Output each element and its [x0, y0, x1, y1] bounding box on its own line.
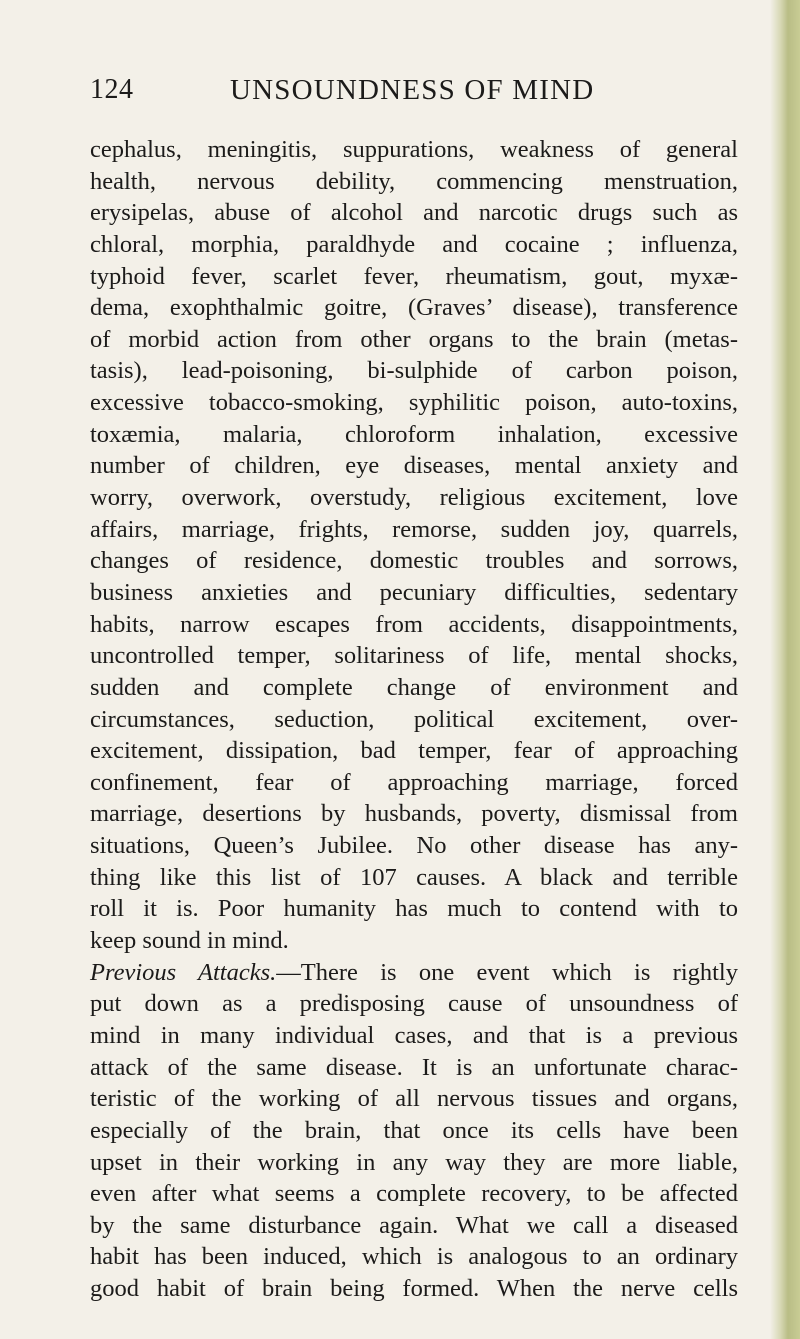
- running-head: UNSOUNDNESS OF MIND: [230, 74, 595, 106]
- text-line: excessive tobacco-smoking, syphilitic poison, auto-toxins,: [90, 389, 738, 417]
- body-text: [90, 134, 738, 1305]
- text-line: typhoid fever, scarlet fever, rheumatism, gout, myxæ-: [90, 262, 738, 290]
- text-line: business anxieties and pecuniary difficulties, sedentary: [90, 578, 738, 606]
- text-line: of morbid action from other organs to the brain (metas-: [90, 325, 738, 353]
- text-line: excitement, dissipation, bad temper, fear of approaching: [90, 737, 738, 765]
- text-line: marriage, desertions by husbands, poverty, dismissal from: [90, 800, 738, 828]
- text-line: situations, Queen’s Jubilee. No other disease has any-: [90, 832, 738, 860]
- text-line: dema, exophthalmic goitre, (Graves’ disease), transference: [90, 294, 738, 322]
- text-line: roll it is. Poor humanity has much to contend with to: [90, 895, 738, 923]
- text-line: attack of the same disease. It is an unfortunate charac-: [90, 1053, 738, 1081]
- text-line: even after what seems a complete recovery, to be affected: [90, 1180, 738, 1208]
- text-line: especially of the brain, that once its cells have been: [90, 1116, 738, 1144]
- text-line: worry, overwork, overstudy, religious excitement, love: [90, 484, 738, 512]
- page-number: 124: [90, 74, 134, 105]
- text-line: cephalus, meningitis, suppurations, weakness of general: [90, 136, 738, 163]
- text-line: mind in many individual cases, and that is a previous: [90, 1021, 738, 1049]
- text-line: erysipelas, abuse of alcohol and narcotic drugs such as: [90, 199, 738, 227]
- text-line: upset in their working in any way they are more liable,: [90, 1148, 738, 1176]
- section-heading: Previous Attacks.: [90, 958, 277, 986]
- text-line: sudden and complete change of environment and: [90, 673, 738, 701]
- text-line: confinement, fear of approaching marriage, forced: [90, 768, 738, 796]
- text-line: toxæmia, malaria, chloroform inhalation, excessive: [90, 420, 738, 448]
- text-line: chloral, morphia, paraldhyde and cocaine ; influenza,: [90, 230, 738, 258]
- text-line: good habit of brain being formed. When the nerve cells: [90, 1275, 738, 1303]
- text-line: changes of residence, domestic troubles and sorrows,: [90, 547, 738, 575]
- text-line: tasis), lead-poisoning, bi-sulphide of carbon poison,: [90, 357, 738, 385]
- page-header: [90, 74, 738, 118]
- text-line: put down as a predisposing cause of unsoundness of: [90, 990, 738, 1018]
- text-line: health, nervous debility, commencing menstruation,: [90, 167, 738, 195]
- text-line: number of children, eye diseases, mental anxiety and: [90, 452, 738, 480]
- page-edge: [770, 0, 800, 1339]
- text-line: by the same disturbance again. What we call a diseased: [90, 1211, 738, 1239]
- text-line: uncontrolled temper, solitariness of life, mental shocks,: [90, 642, 738, 670]
- text-line: teristic of the working of all nervous tissues and organs,: [90, 1085, 738, 1113]
- text-line: affairs, marriage, frights, remorse, sudden joy, quarrels,: [90, 515, 738, 543]
- section-first-line-text: —There is one event which is rightly: [276, 958, 738, 986]
- text-line: habit has been induced, which is analogous to an ordinary: [90, 1243, 738, 1271]
- text-line: thing like this list of 107 causes. A black and terrible: [90, 863, 738, 891]
- text-line: keep sound in mind.: [90, 927, 289, 955]
- text-line: habits, narrow escapes from accidents, disappointments,: [90, 610, 738, 638]
- text-line: circumstances, seduction, political excitement, over-: [90, 705, 738, 733]
- section-first-line: [90, 957, 738, 989]
